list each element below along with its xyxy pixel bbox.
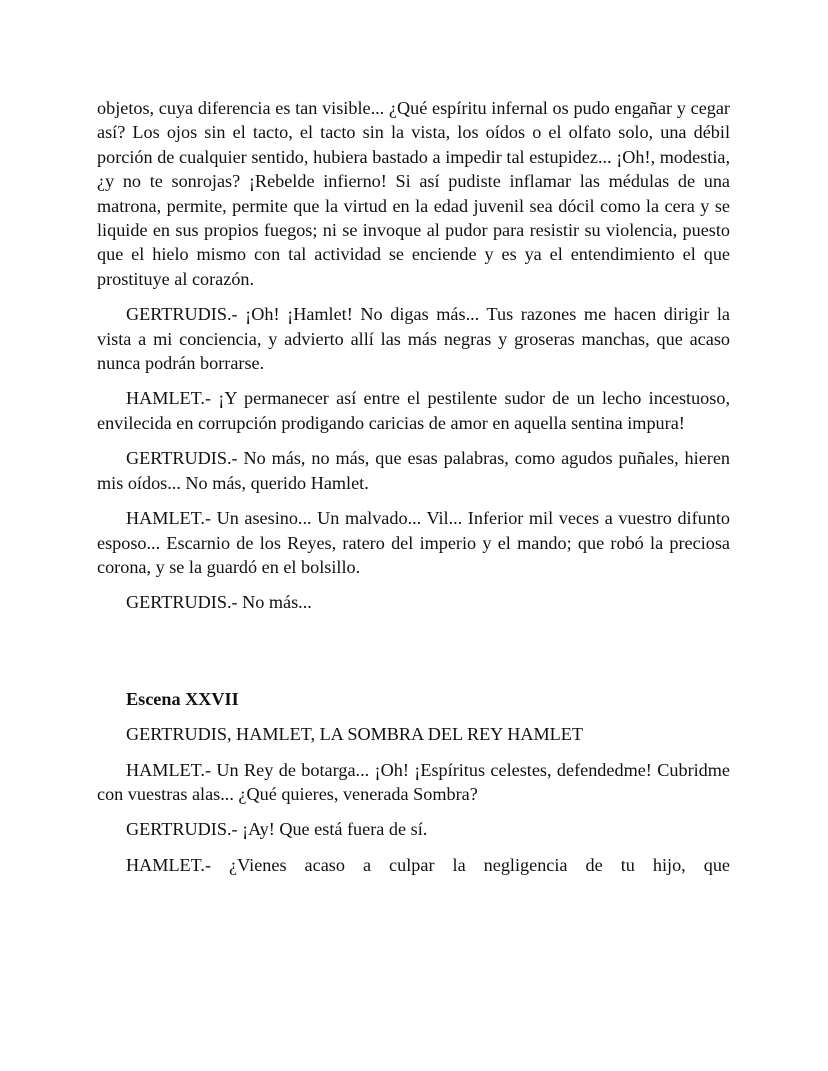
document-page <box>97 96 730 888</box>
dialogue-hamlet: HAMLET.- Un asesino... Un malvado... Vil... Inferior mil veces a vuestro difunto esposo... Escarnio de los Reyes, ratero del imperio y el mando; que robó la preciosa corona, y se la guardó en el bolsillo. <box>97 508 730 577</box>
dialogue-hamlet: HAMLET.- Un Rey de botarga... ¡Oh! ¡Espíritus celestes, defendedme! Cubridme con vuestras alas... ¿Qué quieres, venerada Sombra? <box>97 759 730 804</box>
dialogue-gertrudis: GERTRUDIS.- No más... <box>126 592 312 613</box>
dialogue-gertrudis: GERTRUDIS.- ¡Oh! ¡Hamlet! No digas más... Tus razones me hacen dirigir la vista a mi conciencia, y advierto allí las más negras y groseras manchas, que acaso nunca podrán borrarse. <box>97 304 730 374</box>
paragraph-continuation: objetos, cuya diferencia es tan visible... ¿Qué espíritu infernal os pudo engañar y cegar así? Los ojos sin el tacto, el tacto sin la vista, los oídos o el olfato solo, una débil porción de cualquier sentido, hubiera bastado a impedir tal estupidez... ¡Oh!, modestia, ¿y no te sonrojas? ¡Rebelde infierno! Si así pudiste inflamar las médulas de una matrona, permite, permite que la virtud en la edad juvenil sea dócil como la cera y se liquide en sus propios fuegos; ni se invoque al pudor para resistir su violencia, puesto que el hielo mismo con tal actividad se enciende y es ya el entendimiento el que prostituye al corazón. <box>97 98 730 289</box>
scene-characters: GERTRUDIS, HAMLET, LA SOMBRA DEL REY HAMLET <box>126 724 583 745</box>
dialogue-hamlet: HAMLET.- ¿Vienes acaso a culpar la negligencia de tu hijo, que <box>126 854 730 875</box>
dialogue-gertrudis: GERTRUDIS.- No más, no más, que esas palabras, como agudos puñales, hieren mis oídos... No más, querido Hamlet. <box>97 448 730 493</box>
scene-header <box>97 687 730 747</box>
scene-title: Escena XXVII <box>126 688 239 709</box>
dialogue-gertrudis: GERTRUDIS.- ¡Ay! Que está fuera de sí. <box>126 819 428 840</box>
dialogue-hamlet: HAMLET.- ¡Y permanecer así entre el pestilente sudor de un lecho incestuoso, envilecida en corrupción prodigando caricias de amor en aquella sentina impura! <box>97 388 730 433</box>
